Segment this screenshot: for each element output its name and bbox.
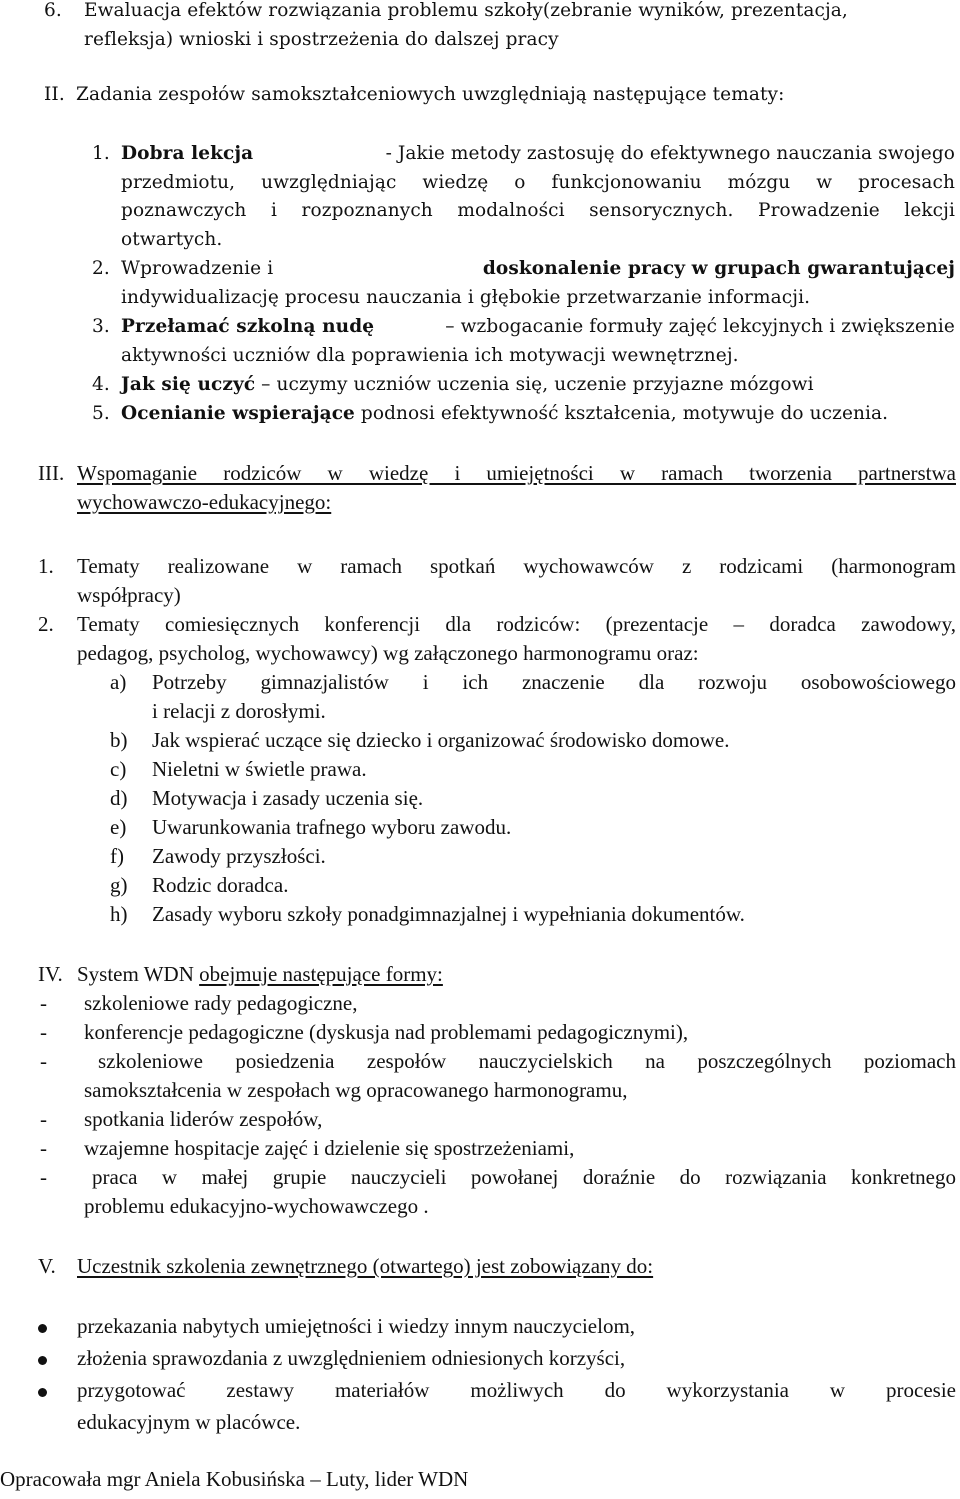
sublist-item-text: Potrzeby gimnazjalistów i ich znaczenie dla rozwoju osobowościowego <box>152 670 956 694</box>
sublist-label: h) <box>110 902 128 926</box>
sublist-item-text: Uwarunkowania trafnego wyboru zawodu. <box>152 815 512 839</box>
list-item-text: współpracy) <box>77 583 181 607</box>
sublist-label: e) <box>110 815 127 839</box>
list-number: 2. <box>38 612 54 636</box>
list-item-text: szkoleniowe posiedzenia zespołów nauczycielskich na poszczególnych poziomach <box>98 1049 956 1073</box>
sublist-item-text: Zasady wyboru szkoły ponadgimnazjalnej i wypełniania dokumentów. <box>152 902 745 926</box>
list-item <box>121 374 814 395</box>
bullet-icon <box>38 1388 47 1397</box>
section-number: III. <box>38 461 65 485</box>
list-item-text: przedmiotu, uwzględniając wiedzę o funkcjonowaniu mózgu w procesach <box>121 172 955 193</box>
section-title: Uczestnik szkolenia zewnętrznego (otwartego) jest zobowiązany do: <box>77 1254 654 1278</box>
list-item-text: - Jakie metody zastosuję do efektywnego nauczania swojego <box>385 143 955 164</box>
list-item-text: indywidualizację procesu nauczania i głębokie przetwarzanie informacji. <box>121 287 811 308</box>
list-item <box>121 143 955 164</box>
dash-marker: - <box>40 1049 47 1073</box>
bullet-icon <box>38 1324 47 1333</box>
sublist-label: g) <box>110 873 128 897</box>
list-number: 5. <box>92 403 110 424</box>
dash-marker: - <box>40 1136 47 1160</box>
list-item-text: samokształcenia w zespołach wg opracowanego harmonogramu, <box>84 1078 628 1102</box>
sublist-item-text: Motywacja i zasady uczenia się. <box>152 786 424 810</box>
list-item-text: otwartych. <box>121 229 223 250</box>
section-number: II. <box>44 84 65 105</box>
section-title: Wspomaganie rodziców w wiedzę i umiejętności w ramach tworzenia partnerstwa <box>77 461 956 485</box>
bullet-icon <box>38 1356 47 1365</box>
sublist-label: f) <box>110 844 124 868</box>
list-item-text: szkoleniowe rady pedagogiczne, <box>84 991 358 1015</box>
section-title: System WDN obejmuje następujące formy: <box>77 962 443 986</box>
dash-marker: - <box>40 1020 47 1044</box>
sublist-item-text: Rodzic doradca. <box>152 873 289 897</box>
list-item-text: Ewaluacja efektów rozwiązania problemu szkoły(zebranie wyników, prezentacja, <box>84 0 848 21</box>
list-item-text: wzajemne hospitacje zajęć i dzielenie się spostrzeżeniami, <box>84 1136 575 1160</box>
list-item <box>121 316 955 337</box>
section-title: Zadania zespołów samokształceniowych uwzględniają następujące tematy: <box>76 84 785 105</box>
list-item-text: – uczymy uczniów uczenia się, uczenie przyjazne mózgowi <box>261 374 814 395</box>
dash-marker: - <box>40 1165 47 1189</box>
list-item-text: refleksja) wnioski i spostrzeżenia do dalszej pracy <box>84 29 559 50</box>
list-item-text: poznawczych i rozpoznanych modalności sensorycznych. Prowadzenie lekcji <box>121 200 955 221</box>
dash-marker: - <box>40 1107 47 1131</box>
sublist-label: c) <box>110 757 127 781</box>
list-item-text: Tematy comiesięcznych konferencji dla rodziców: (prezentacje – doradca zawodowy, <box>77 612 956 636</box>
dash-marker: - <box>40 991 47 1015</box>
section-title: wychowawczo-edukacyjnego: <box>77 490 332 514</box>
list-item-text: pedagog, psycholog, wychowawcy) wg załączonego harmonogramu oraz: <box>77 641 699 665</box>
sublist-item-text: Zawody przyszłości. <box>152 844 326 868</box>
list-number: 3. <box>92 316 110 337</box>
list-number: 2. <box>92 258 110 279</box>
list-number: 4. <box>92 374 110 395</box>
list-item-text: przekazania nabytych umiejętności i wiedzy innym nauczycielom, <box>77 1314 636 1338</box>
list-item-text: podnosi efektywność kształcenia, motywuje do uczenia. <box>360 403 889 424</box>
list-item-text: problemu edukacyjno-wychowawczego . <box>84 1194 429 1218</box>
list-number: 1. <box>92 143 110 164</box>
list-item-text: edukacyjnym w placówce. <box>77 1410 301 1434</box>
list-item-text: konferencje pedagogiczne (dyskusja nad problemami pedagogicznymi), <box>84 1020 689 1044</box>
list-item-text: Wprowadzenie i <box>121 258 274 279</box>
list-item <box>121 258 955 279</box>
list-item <box>121 403 888 424</box>
document-footer: Opracowała mgr Aniela Kobusińska – Luty, lider WDN <box>0 1467 469 1491</box>
sublist-item-text: Nieletni w świetle prawa. <box>152 757 367 781</box>
list-item-text: aktywności uczniów dla poprawienia ich motywacji wewnętrznej. <box>121 345 739 366</box>
list-item-text: Tematy realizowane w ramach spotkań wychowawców z rodzicami (harmonogram <box>77 554 956 578</box>
sublist-label: a) <box>110 670 127 694</box>
item-bold-heading: Ocenianie wspierające <box>121 403 355 424</box>
sublist-item-text: Jak wspierać uczące się dziecko i organizować środowisko domowe. <box>152 728 730 752</box>
item-bold-heading: Przełamać szkolną nudę <box>121 316 375 337</box>
sublist-label: d) <box>110 786 128 810</box>
list-item-text: spotkania liderów zespołów, <box>84 1107 323 1131</box>
item-bold-heading: Jak się uczyć <box>121 374 256 395</box>
item-bold-heading: doskonalenie pracy w grupach gwarantującej <box>482 258 955 279</box>
list-number: 6. <box>44 0 62 21</box>
list-item-text: – wzbogacanie formuły zajęć lekcyjnych i zwiększenie <box>445 316 955 337</box>
list-item-text: złożenia sprawozdania z uwzględnieniem odniesionych korzyści, <box>77 1346 626 1370</box>
section-number: V. <box>38 1254 56 1278</box>
section-number: IV. <box>38 962 63 986</box>
list-item-text: praca w małej grupie nauczycieli powołanej doraźnie do rozwiązania konkretnego <box>92 1165 956 1189</box>
sublist-label: b) <box>110 728 128 752</box>
list-number: 1. <box>38 554 54 578</box>
list-item-text: przygotować zestawy materiałów możliwych do wykorzystania w procesie <box>77 1378 956 1402</box>
item-bold-heading: Dobra lekcja <box>121 143 254 164</box>
sublist-item-text: i relacji z dorosłymi. <box>152 699 326 723</box>
